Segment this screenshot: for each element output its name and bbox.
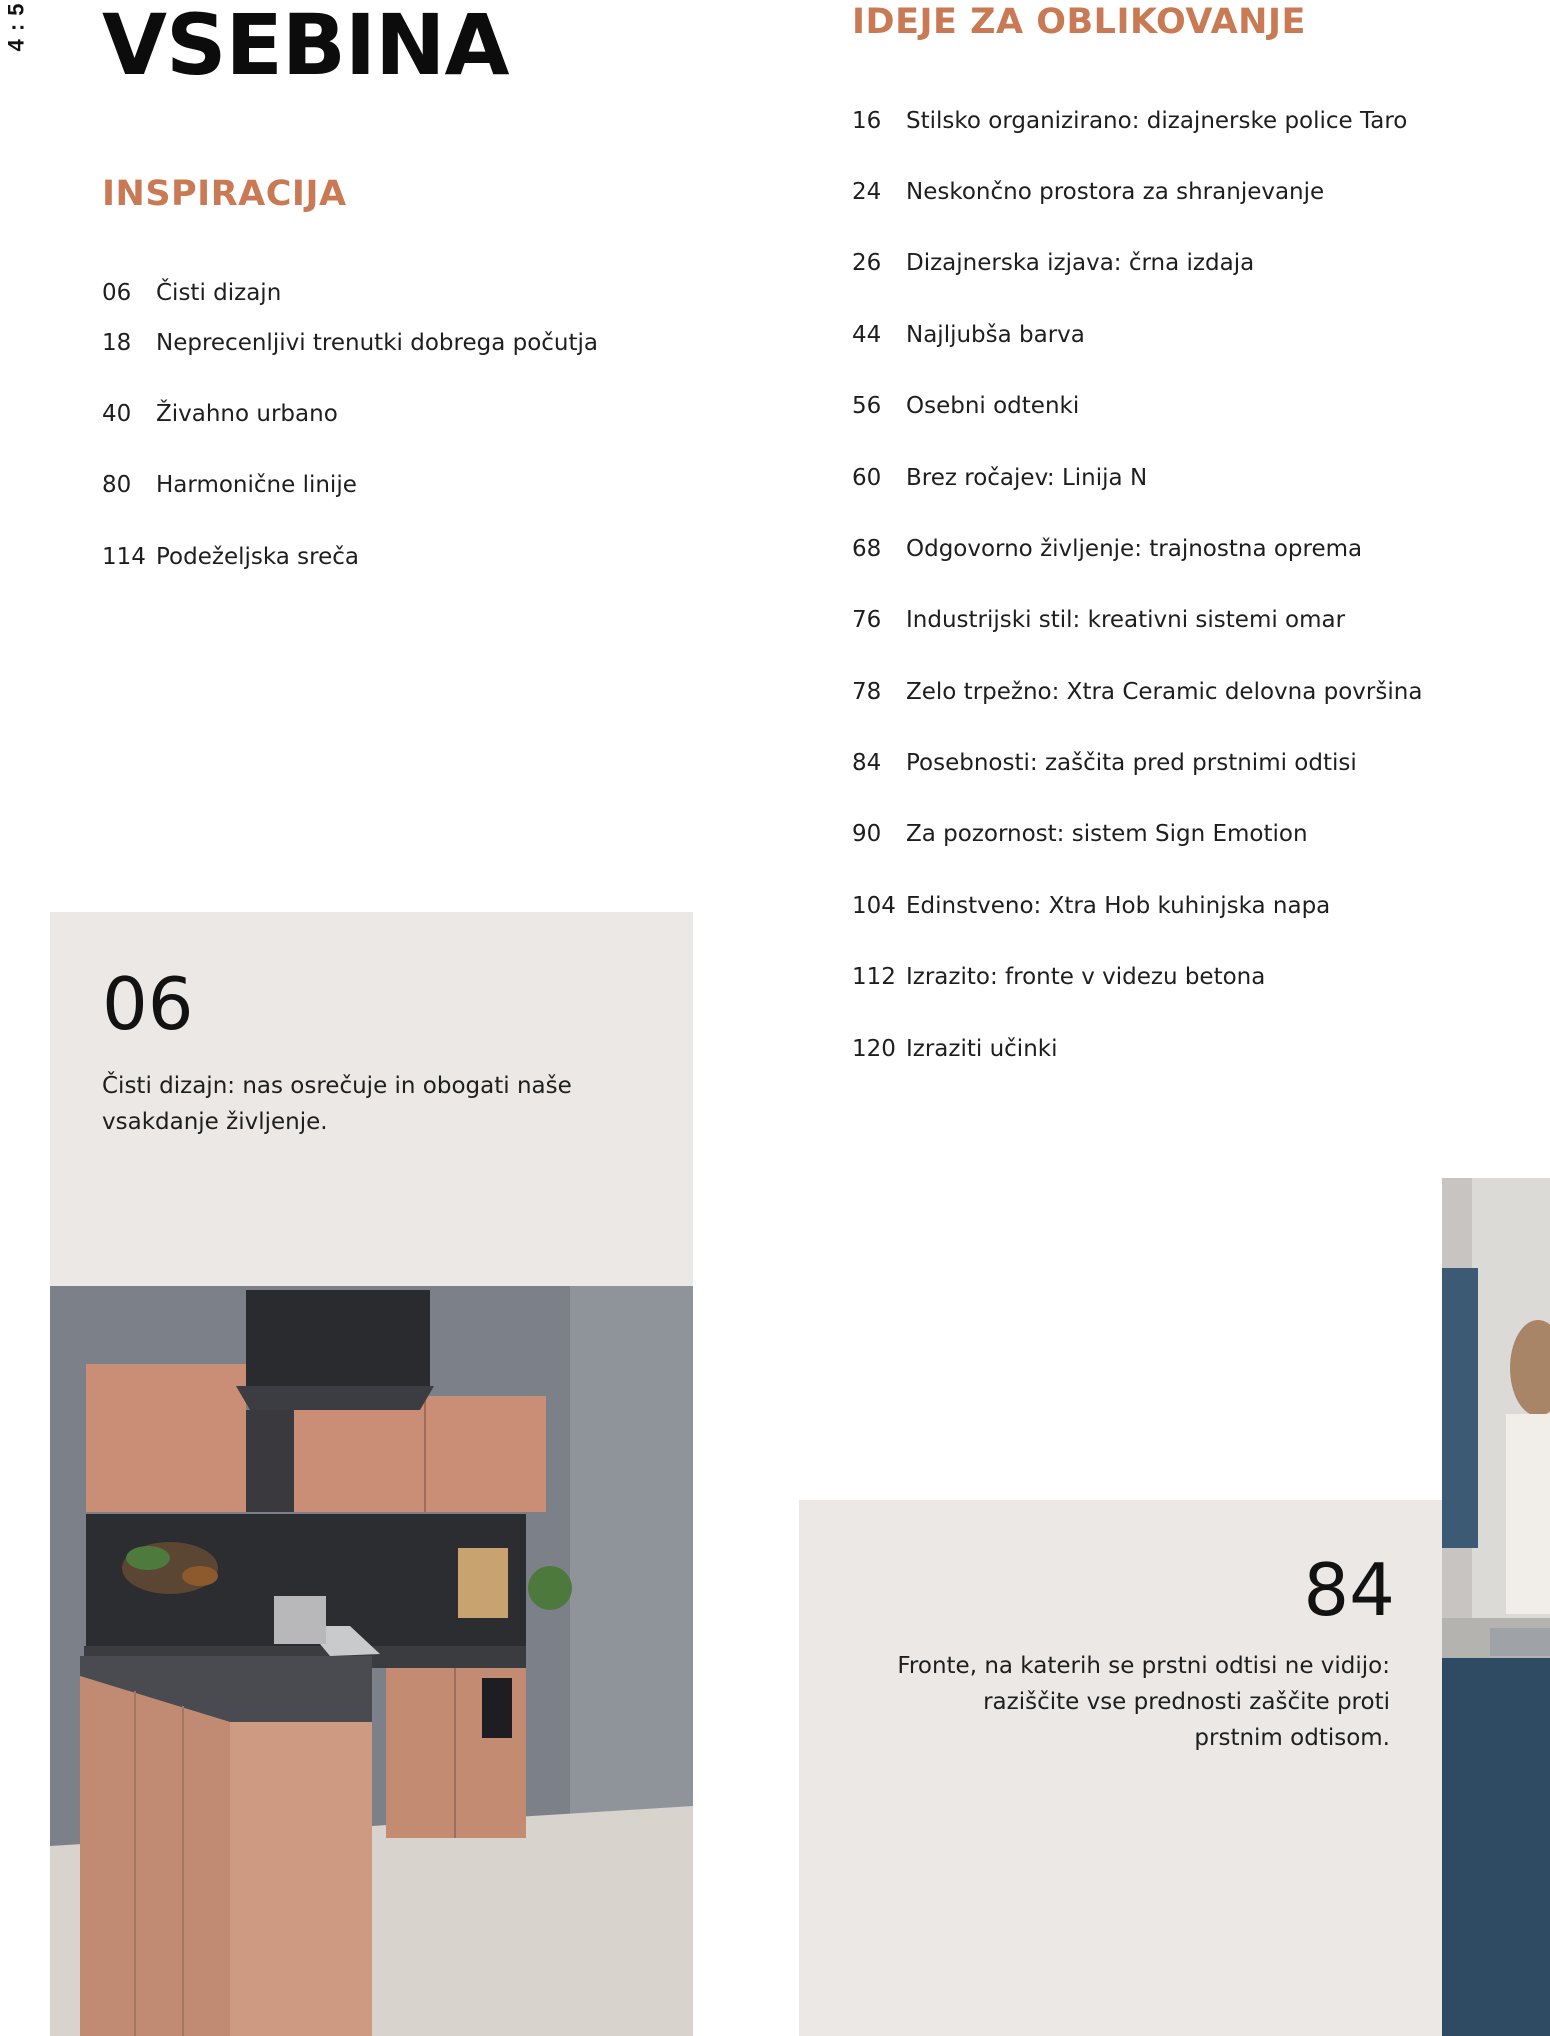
toc-entry-title: Industrijski stil: kreativni sistemi omar xyxy=(906,607,1346,633)
toc-page-number: 120 xyxy=(852,1036,896,1062)
toc-entry[interactable] xyxy=(852,108,1407,134)
toc-entry-title: Neprecenljivi trenutki dobrega počutja xyxy=(156,330,598,356)
feature-page-number: 84 xyxy=(1303,1548,1395,1632)
toc-page-number: 44 xyxy=(852,322,882,348)
toc-entry-title: Osebni odtenki xyxy=(906,393,1080,419)
toc-entry[interactable] xyxy=(852,179,1324,205)
toc-entry-title: Dizajnerska izjava: črna izdaja xyxy=(906,250,1255,276)
toc-entry[interactable] xyxy=(852,393,1079,419)
toc-page-number: 112 xyxy=(852,964,896,990)
toc-entry[interactable] xyxy=(852,750,1357,776)
toc-page-number: 78 xyxy=(852,679,882,705)
toc-entry[interactable] xyxy=(852,465,1147,491)
feature-page-number: 06 xyxy=(102,962,194,1046)
toc-page-number: 80 xyxy=(102,472,132,498)
toc-entry[interactable] xyxy=(852,821,1308,847)
toc-entry[interactable] xyxy=(852,679,1422,705)
toc-entry[interactable] xyxy=(852,893,1330,919)
feature-description: Fronte, na katerih se prstni odtisi ne vidijo: raziščite vse prednosti zaščite proti prstnim odtisom. xyxy=(897,1653,1390,1751)
main-title: VSEBINA xyxy=(102,0,509,94)
toc-page-number: 68 xyxy=(852,536,882,562)
toc-page-number: 40 xyxy=(102,401,132,427)
toc-page-number: 26 xyxy=(852,250,882,276)
toc-entry[interactable] xyxy=(102,330,598,356)
toc-entry-title: Čisti dizajn xyxy=(156,280,282,306)
toc-entry[interactable] xyxy=(852,322,1085,348)
kitchen-photo xyxy=(50,1286,693,2036)
toc-entry-title: Neskončno prostora za shranjevanje xyxy=(906,179,1325,205)
toc-page-number: 18 xyxy=(102,330,132,356)
toc-entry[interactable] xyxy=(102,401,338,427)
toc-page-number: 24 xyxy=(852,179,882,205)
toc-entry-title: Brez ročajev: Linija N xyxy=(906,465,1148,491)
feature-description: Čisti dizajn: nas osrečuje in obogati naše vsakdanje življenje. xyxy=(102,1073,572,1135)
toc-entry-title: Najljubša barva xyxy=(906,322,1085,348)
kitchen-illustration xyxy=(50,1286,693,2036)
kitchen-woman-illustration xyxy=(1442,1178,1550,2036)
toc-entry-title: Odgovorno življenje: trajnostna oprema xyxy=(906,536,1363,562)
toc-entry[interactable] xyxy=(852,536,1362,562)
toc-entry-title: Podeželjska sreča xyxy=(156,544,360,570)
toc-page-number: 104 xyxy=(852,893,896,919)
toc-entry-title: Posebnosti: zaščita pred prstnimi odtisi xyxy=(906,750,1357,776)
toc-entry-title: Za pozornost: sistem Sign Emotion xyxy=(906,821,1308,847)
toc-page-number: 60 xyxy=(852,465,882,491)
toc-entry[interactable] xyxy=(852,607,1345,633)
toc-entry[interactable] xyxy=(852,1036,1058,1062)
toc-page-number: 84 xyxy=(852,750,882,776)
toc-entry[interactable] xyxy=(102,544,359,570)
toc-page-number: 16 xyxy=(852,108,882,134)
heading-inspiracija: INSPIRACIJA xyxy=(102,174,347,214)
toc-entry-title: Zelo trpežno: Xtra Ceramic delovna površina xyxy=(906,679,1423,705)
page-numbers: 4 : 5 xyxy=(3,2,29,52)
toc-entry-title: Živahno urbano xyxy=(156,401,338,427)
toc-entry-title: Izrazito: fronte v videzu betona xyxy=(906,964,1266,990)
toc-entry[interactable] xyxy=(852,964,1265,990)
toc-entry-title: Stilsko organizirano: dizajnerske police Taro xyxy=(906,108,1408,134)
kitchen-woman-photo xyxy=(1442,1178,1550,2036)
toc-entry[interactable] xyxy=(102,472,357,498)
toc-page-number: 114 xyxy=(102,544,146,570)
toc-page-number: 56 xyxy=(852,393,882,419)
toc-page-number: 76 xyxy=(852,607,882,633)
toc-entry[interactable] xyxy=(852,250,1254,276)
toc-entry[interactable] xyxy=(102,280,281,306)
toc-entry-title: Izraziti učinki xyxy=(906,1036,1058,1062)
toc-page-number: 06 xyxy=(102,280,132,306)
page-number-marker xyxy=(0,0,29,52)
toc-page-number: 90 xyxy=(852,821,882,847)
toc-entry-title: Harmonične linije xyxy=(156,472,357,498)
heading-ideje-za-oblikovanje: IDEJE ZA OBLIKOVANJE xyxy=(852,2,1306,42)
toc-entry-title: Edinstveno: Xtra Hob kuhinjska napa xyxy=(906,893,1331,919)
